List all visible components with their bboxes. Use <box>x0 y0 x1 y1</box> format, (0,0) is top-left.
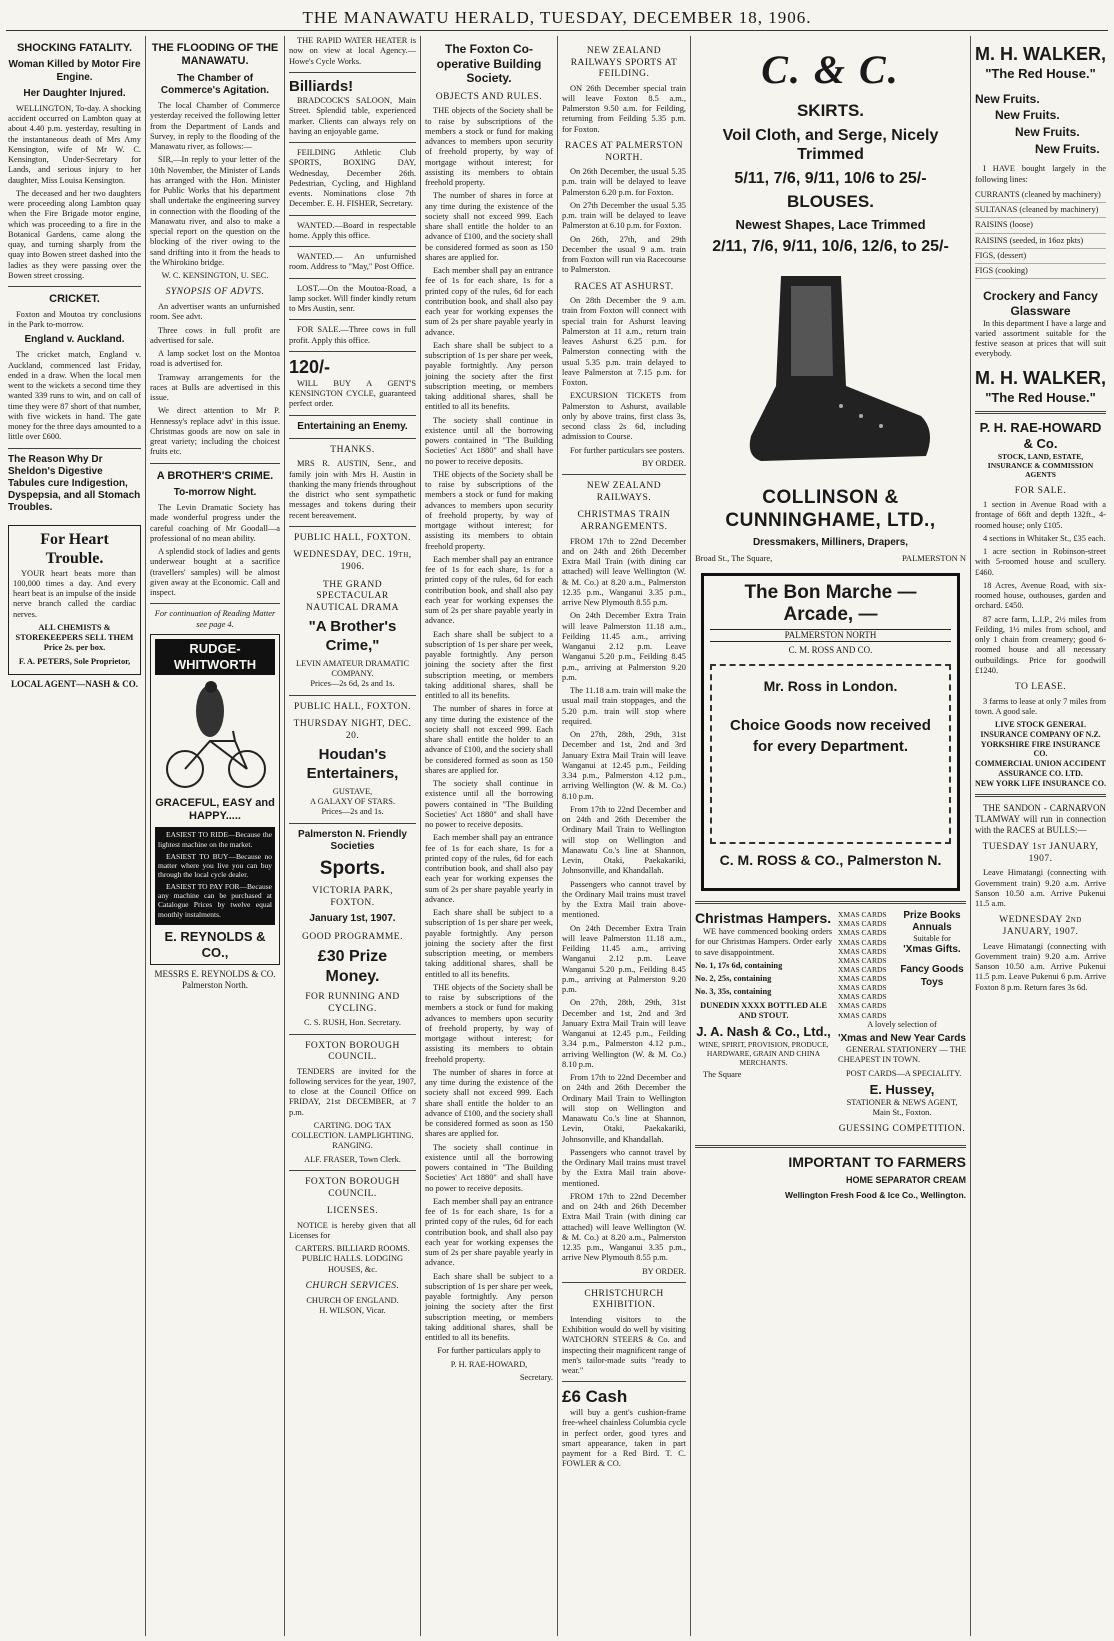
walker-item: SULTANAS (cleaned by machinery) <box>975 203 1106 218</box>
paragraph: Each share shall be subject to a subscription of 1s per share per week, payable fortnightly. Any person joining the society after the first subscription meeting, or members taking additional shares, shall be entitled to all its benefits. <box>425 340 553 412</box>
cc-newest: Newest Shapes, Lace Trimmed <box>735 216 926 232</box>
paragraph: The number of shares in force at any time during the existence of the society shall not exceed 999. Each share shall entitle the holder to an advance of £100, and the society shall be considered formed as soon as 150 shares are applied for. <box>425 191 553 262</box>
paragraph: From 17th to 22nd December and on 24th and 26th December the Ordinary Mail Train to Wellington will stop on Wellington and Manawatu Co.'s line at Shannon, Levin, Otaki, Paekakariki, Johnsonville, and Khandallah. <box>562 804 686 876</box>
rae-howard-sub: STOCK, LAND, ESTATE, INSURANCE & COMMISSION AGENTS <box>987 452 1094 480</box>
divider <box>8 448 141 449</box>
walker-item: RAISINS (loose) <box>975 218 1106 233</box>
sale-item: 87 acre farm, L.I.P., 2½ miles from Feilding, 1½ miles from school, and only 1 chain from creamery; good 6-roomed house and all necessary outbuildings. Price for goodwill £1240. <box>975 614 1106 675</box>
column-2 <box>146 36 284 1636</box>
collinson-title: COLLINSON & CUNNINGHAME, LTD., <box>725 487 936 532</box>
continuation-note: For continuation of Reading Matter see page 4. <box>154 609 276 629</box>
thanks-text: MRS R. AUSTIN, Senr., and family join with Mrs H. Austin in thanking the many friends throughout the district who sent sympathetic messages and tokens during their recent bereavement. <box>289 459 416 520</box>
headline-brothers-crime: A BROTHER'S CRIME. <box>156 469 274 482</box>
paragraph: For further particulars see posters. <box>570 445 685 455</box>
cards-ad <box>838 910 966 1139</box>
exhibition-title: CHRISTCHURCH EXHIBITION. <box>584 1288 664 1311</box>
paragraph: Tramway arrangements for the races at Bulls are advertised in this issue. <box>150 372 280 403</box>
paragraph: EXCURSION TICKETS from Palmerston to Ashurst, available only by above trains, first class 3s, second class 2s 6d, including admission to Course. <box>562 391 686 442</box>
sports-venue: VICTORIA PARK, FOXTON. <box>312 886 393 908</box>
reynolds-footer: MESSRS E. REYNOLDS & CO. <box>154 969 276 980</box>
new-fruits: New Fruits. <box>975 91 1040 106</box>
paragraph: THE objects of the Society shall be to raise by subscriptions of the members a stock or fund for making advances to members upon security of freehold property, by way of mortgage without interest; for assisting its members to obtain freehold property. <box>425 106 553 188</box>
cc-blouses: BLOUSES. <box>787 192 874 212</box>
ad-wanted-board: WANTED.—Board in respectable home. Apply this office. <box>289 220 416 240</box>
card-line: XMAS CARDS <box>838 910 887 920</box>
cc-prices-2: 2/11, 7/6, 9/11, 10/6, 12/6, to 25/- <box>712 237 949 255</box>
crockery-text: In this department I have a large and varied assortment suitable for the festive season at prices that will suit everybody. <box>975 318 1106 359</box>
cash-ad-text: will buy a gent's cushion-frame free-wheel chainless Columbia cycle in perfect order, good tyres and smart appearance, taken in part payment for a Red Bird. T. C. FOWLER & CO. <box>562 1408 686 1469</box>
postcards: POST CARDS—A SPECIALITY. <box>846 1068 962 1078</box>
paragraph: Intending visitors to the Exhibition would do well by visiting WATCHORN STEERS & Co. and inspecting their magnificent range of men's tailor-made suits "ready to wear." <box>562 1314 686 1376</box>
walker-item: FIGS (cooking) <box>975 264 1106 279</box>
collinson-trade: Dressmakers, Milliners, Drapers, <box>752 536 909 548</box>
gifts-list <box>898 910 966 1020</box>
houdan-stars: A GALAXY OF STARS. <box>309 797 396 807</box>
paragraph: A splendid stock of ladies and gents underwear bought at a sacrifice (travellers' samples) will be almost given away at the Economic. Call and inspect. <box>150 547 280 598</box>
crockery-title: Crockery and Fancy Glassware <box>983 289 1098 318</box>
cards-row <box>838 910 966 1020</box>
divider <box>975 411 1106 414</box>
paragraph: Passengers who cannot travel by the Ordinary Mail trains must travel by the Extra Mail train above-mentioned. <box>562 879 686 920</box>
divider <box>289 278 416 279</box>
council-clerk: ALF. FRASER, Town Clerk. <box>304 1154 401 1164</box>
wellington-fresh-food: Wellington Fresh Food & Ice Co., Wellington. <box>784 1189 966 1200</box>
paragraph: Each share shall be subject to a subscription of 1s per share per week, payable fortnightly. Any person joining the society after the first subscription meeting, or members taking additional shares, shall be entitled to all its benefits. <box>425 1271 553 1343</box>
paragraph: The number of shares in force at any time during the existence of the society shall not exceed 999. Each share shall entitle the holder to an advance of £100, and the society shall be considered formed as soon as 150 shares are applied for. <box>425 1067 553 1139</box>
hamper-1: No. 1, 17s 6d, containing <box>695 960 783 970</box>
subhead-tomorrow: To-morrow Night. <box>173 486 257 498</box>
walker-item: RAISINS (seeded, in 16oz pkts) <box>975 234 1106 249</box>
sports-title: Sports. <box>319 858 386 880</box>
new-fruits: New Fruits. <box>1015 125 1080 140</box>
headline-sheldon: The Reason Why Dr Sheldon's Digestive Tabules cure Indigestion, Dyspepsia, and all Stomach Troubles. <box>8 453 141 514</box>
heart-ad-title: For Heart Trouble. <box>40 530 109 568</box>
divider <box>150 463 280 464</box>
new-year-cards: 'Xmas and New Year Cards <box>838 1033 966 1045</box>
prize-books: Prize Books <box>903 910 961 922</box>
headline-synopsis: SYNOPSIS OF ADVTS. <box>165 287 265 298</box>
column-7 <box>971 36 1110 1636</box>
paragraph: On 27th December the usual 5.35 p.m. train will be delayed to leave Palmerston at 6.10 p.m. for Foxton. <box>562 200 686 231</box>
paragraph: The society shall continue in existence until all the borrowing powers contained in "The Building Societies' Act 1880" and shall have no power to receive deposits. <box>425 1142 553 1193</box>
divider <box>289 415 416 416</box>
divider <box>562 1381 686 1382</box>
houdan-gustave: GUSTAVE, <box>332 786 373 796</box>
ad-lost: LOST.—On the Moutoa-Road, a lamp socket. Will finder kindly return to Mrs Austin, senr. <box>289 283 416 314</box>
subhead-objects: OBJECTS AND RULES. <box>435 91 543 102</box>
paragraph: From 17th to 22nd December and on 24th and 26th December the Ordinary Mail Train to Wellington will stop on Wellington and Manawatu Co.'s line at Shannon, Levin, Otaki, Paekakariki, Johnsonville, and Khandallah. <box>562 1073 686 1144</box>
bon-marche-ad <box>701 573 960 891</box>
bon-marche-choice: Choice Goods now received for every Department. <box>730 716 931 755</box>
sale-item: 4 sections in Whitaker St., £35 each. <box>983 533 1106 543</box>
sports-programme: GOOD PROGRAMME. <box>302 931 403 942</box>
paragraph: Each share shall be subject to a subscription of 1s per share per week, payable fortnightly. Any person joining the society after the first subscription meeting, or members taking additional shares, shall be entitled to all its benefits. <box>425 908 553 979</box>
rudge-features <box>155 827 275 924</box>
bon-marche-town: PALMERSTON NORTH <box>710 629 951 642</box>
local-agent: LOCAL AGENT—NASH & CO. <box>10 678 139 689</box>
insurance: LIVE STOCK GENERAL INSURANCE COMPANY OF N.Z. <box>980 720 1101 739</box>
walker-item: CURRANTS (cleaned by machinery) <box>975 188 1106 203</box>
cc-voil: Voil Cloth, and Serge, Nicely Trimmed <box>722 126 939 164</box>
society-further: For further particulars apply to <box>437 1346 541 1356</box>
card-line: XMAS CARDS <box>838 983 887 993</box>
column-3 <box>285 36 420 1636</box>
nash-trade: WINE, SPIRIT, PROVISION, PRODUCE, HARDWARE, GRAIN AND CHINA MERCHANTS. <box>698 1040 829 1068</box>
hampers-title: Christmas Hampers. <box>695 910 832 927</box>
divider <box>695 1145 966 1148</box>
bon-marche-title: The Bon Marche — Arcade, — <box>744 582 917 625</box>
paragraph: An advertiser wants an unfurnished room. See advt. <box>150 302 280 322</box>
paragraph: The cricket match, England v. Auckland, commenced last Friday, ended in a draw. When the local men went to the wickets a second time they wanted 339 runs to win, and on call of time they were 87 short of that number, with five wickets in hand. The gate money for the three days amounted to a little over £600. <box>8 350 141 442</box>
divider <box>289 1034 416 1035</box>
sandon-tramway: THE SANDON - CARNARVON TLAMWAY will run in connection with the RACES at BULLS:— <box>975 803 1106 836</box>
column-1 <box>4 36 145 1636</box>
wednesday-title: WEDNESDAY 2nd JANUARY, 1907. <box>999 915 1082 938</box>
church-vicar: H. WILSON, Vicar. <box>319 1305 386 1315</box>
divider <box>150 603 280 604</box>
divider <box>562 474 686 475</box>
sale-item: 1 acre section in Robinson-street with 5-roomed house and scullery. £460. <box>975 547 1106 577</box>
subhead-daughter: Her Daughter Injured. <box>23 87 126 99</box>
drama-title: THE GRAND SPECTACULAR NAUTICAL DRAMA <box>306 579 399 613</box>
xmas-gifts: 'Xmas Gifts. <box>903 944 961 956</box>
paragraph: On 26th, 27th, and 29th December the usual 9 a.m. train from Foxton will run via Racecourse to Palmerston. <box>562 234 686 275</box>
hall-date: WEDNESDAY, DEC. 19th, 1906. <box>293 550 412 572</box>
sports-running: FOR RUNNING AND CYCLING. <box>305 992 400 1014</box>
card-line: XMAS CARDS <box>838 1010 887 1020</box>
council-title: FOXTON BOROUGH COUNCIL. <box>305 1040 400 1063</box>
ashurst-title: RACES AT ASHURST. <box>574 281 674 292</box>
council-title-2: FOXTON BOROUGH COUNCIL. <box>305 1176 400 1199</box>
cc-prices-1: 5/11, 7/6, 9/11, 10/6 to 25/- <box>734 169 927 187</box>
society-secretary: Secretary. <box>519 1372 553 1382</box>
heart-ad-proprietor: F. A. PETERS, Sole Proprietor, <box>18 656 131 666</box>
ad-billiards-title: Billiards! <box>289 77 354 95</box>
dunedin-ale: DUNEDIN XXXX BOTTLED ALE AND STOUT. <box>700 1000 827 1020</box>
card-line: XMAS CARDS <box>838 955 887 965</box>
paragraph: On 24th December Extra Train will leave Palmerston 11.18 a.m., Feilding 11.45 a.m., arriving Wanganui 2.12 p.m. Leave Wanganui 5.20 p.m., Feilding 8.45 p.m., arriving at Palmerston 9.20 p.m. <box>562 923 686 995</box>
collinson-street: Broad St., The Square, <box>695 552 773 563</box>
feature-text: EASIEST TO BUY—Because no matter where you live you can buy through the local cycle dealer. <box>158 851 272 879</box>
paragraph: Each member shall pay an entrance fee of 1s for each share, 1s for a printed copy of the rules, 6d for each contribution book, and shall also pay each year for working expenses the sum of 2s per share payable yearly in advance. <box>425 1196 553 1268</box>
ad-billiards-text: BRADCOCK'S SALOON, Main Street. Splendid table, experienced marker. Clients can always rely on having an enjoyable game. <box>289 96 416 136</box>
by-order: BY ORDER. <box>642 1266 686 1276</box>
paragraph: SIR,—In reply to your letter of the 10th November, the Minister of Lands has arranged with the Hon. Minister for Public Works that his department shall undertake the engineering survey in connection with the flooding of the Manawatu river, and also to make a special report on the question on the blocking of the river owing to the sand drifting into it from the heads to the Whirokino bridge. <box>150 155 280 267</box>
sports-date: January 1st, 1907. <box>309 913 396 925</box>
new-fruits: New Fruits. <box>1035 141 1100 156</box>
nash-address: The Square <box>703 1070 742 1080</box>
divider <box>289 438 416 439</box>
red-house: "The Red House." <box>985 65 1096 81</box>
paragraph: The society shall continue in existence until all the borrowing powers contained in "The Building Societies' Act 1880" and shall have no power to receive deposits. <box>425 779 553 830</box>
church-title: CHURCH SERVICES. <box>305 1280 400 1291</box>
card-line: XMAS CARDS <box>838 919 887 929</box>
hamper-3: No. 3, 35s, containing <box>695 987 772 997</box>
paragraph: Each member shall pay an entrance fee of 1s for each share, 1s for a printed copy of the rules, 6d for each contribution book, and shall also pay each year for working expenses the sum of 2s per share payable yearly in advance. <box>425 833 553 904</box>
divider <box>289 72 416 73</box>
ad-for-sale: FOR SALE.—Three cows in full profit. Apply this office. <box>289 325 416 345</box>
bon-marche-panel <box>710 664 951 844</box>
card-line: XMAS CARDS <box>838 964 887 974</box>
sports-prize: £30 Prize Money. <box>317 948 388 985</box>
lease-text: 3 farms to lease at only 7 miles from town. A good sale. <box>975 696 1106 716</box>
insurance: NEW YORK LIFE INSURANCE CO. <box>975 778 1106 788</box>
column-6 <box>691 36 970 1636</box>
licenses-notice: NOTICE is hereby given that all Licenses for <box>289 1220 416 1240</box>
sale-item: 1 section in Avenue Road with a frontage of 66ft and depth 132ft., 4-roomed house; only £105. <box>975 500 1106 530</box>
divider <box>289 319 416 320</box>
card-line: XMAS CARDS <box>838 946 887 956</box>
rudge-brand: RUDGE-WHITWORTH <box>155 639 275 675</box>
ad-enemy-title: Entertaining an Enemy. <box>297 420 408 432</box>
hamper-2: No. 2, 25s, containing <box>695 974 772 984</box>
houdan-prices: Prices—2s and 1s. <box>321 807 384 817</box>
headline-flooding: THE FLOODING OF THE MANAWATU. <box>151 42 279 68</box>
paragraph: Each member shall pay an entrance fee of 1s for each share, 1s for a printed copy of the rules, 6d for each contribution book, and shall also pay each year for working expenses the sum of 2s per share payable yearly in advance. <box>425 554 553 626</box>
tuesday-title: TUESDAY 1st JANUARY, 1907. <box>982 842 1099 864</box>
paragraph: THE objects of the Society shall be to raise by subscriptions of the members a stock or fund for making advances to members upon security of freehold property, by way of mortgage without interest; for assisting its members to obtain freehold property. <box>425 982 553 1064</box>
paragraph: The local Chamber of Commerce yesterday received the following letter from the Department of Lands and Survey, in reply to the flooding of the Manawatu river, as follows:— <box>150 101 280 152</box>
paragraph: The number of shares in force at any time during the existence of the society shall not exceed 999. Each share shall entitle the holder to an advance of £100, and the society shall be considered formed as soon as 150 shares are applied for. <box>425 704 553 775</box>
hampers-ad <box>695 910 832 1139</box>
card-line: XMAS CARDS <box>838 974 887 984</box>
masthead: THE MANAWATU HERALD, TUESDAY, DECEMBER 18, 1906. <box>302 8 812 27</box>
rudge-tagline: GRACEFUL, EASY and HAPPY..... <box>155 796 275 822</box>
paragraph: On 24th December Extra Train will leave Palmerston 11.18 a.m., Feilding 11.45 a.m., arriving Wanganui 2.12 p.m. Leave Wanganui 5.20 p.m., Feilding 8.45 p.m., arriving at Palmerston 9.20 p.m. <box>562 611 686 682</box>
card-line: XMAS CARDS <box>838 937 887 947</box>
boot-icon <box>721 266 941 476</box>
paragraph: A lamp socket lost on the Montoa road is advertised for. <box>150 349 280 369</box>
drama-prices: Prices—2s 6d, 2s and 1s. <box>310 679 395 689</box>
divider <box>289 351 416 352</box>
bon-marche-london: Mr. Ross in London. <box>763 677 898 694</box>
paragraph: Each share shall be subject to a subscription of 1s per share per week, payable fortnightly. Any person joining the society after the first subscription meeting, or members taking additional shares, shall be entitled to all its benefits. <box>425 629 553 701</box>
collinson-town: PALMERSTON N <box>901 552 966 563</box>
paragraph: FROM 17th to 22nd December and on 24th and 26th December Extra Mail Train (with dining car attached) will leave Wellington (W. & M. Co.) at 8.20 a.m., Palmerston 12.35 p.m., Wanganui 3.35 p.m., arrive New Plymouth 8.55 p.m. <box>562 536 686 608</box>
divider <box>289 526 416 527</box>
lovely-selection: A lovely selection of <box>867 1019 937 1029</box>
collinson-address <box>695 553 966 563</box>
cc-skirts: SKIRTS. <box>796 100 865 120</box>
paragraph: On 26th December, the usual 5.35 p.m. train will be delayed to leave Palmerston 6.20 p.m. for Foxton. <box>562 167 686 197</box>
sports-society: Palmerston N. Friendly Societies <box>298 828 407 852</box>
races-title: RACES AT PALMERSTON NORTH. <box>564 140 684 163</box>
divider <box>8 286 141 287</box>
hall-date: THURSDAY NIGHT, DEC. 20. <box>293 719 412 741</box>
wednesday-text: Leave Himatangi (connecting with Government train) 9.20 a.m. Arrive Sanson 10.50 a.m. Arrive Pukenui 11.5 p.m. Leave Pukenui 6 p.m. Arrive Foxton 8 p.m. Return fares 3s 6d. <box>975 941 1106 992</box>
heart-ad-text: YOUR heart beats more than 100,000 times a day. And every heart beat is an impulse of the inside nerve branch called the cardiac nerves. <box>13 568 136 619</box>
bicycle-rider-icon <box>155 681 275 791</box>
divider <box>289 823 416 824</box>
council-tenders: TENDERS are invited for the following services for the year, 1907, to close at the Council Office on FRIDAY, 21st DECEMBER, at 7 p.m. <box>289 1066 416 1117</box>
toys: Toys <box>920 976 944 988</box>
council-services: CARTING. DOG TAX COLLECTION. LAMPLIGHTING. RANGING. <box>291 1120 414 1151</box>
subhead-chamber: The Chamber of Commerce's Agitation. <box>160 72 270 96</box>
rae-howard-title: P. H. RAE-HOWARD & Co. <box>979 420 1102 452</box>
separator-title: HOME SEPARATOR CREAM <box>845 1174 966 1185</box>
thanks-title: THANKS. <box>330 444 375 455</box>
paragraph: On 27th, 28th, 29th, 31st December and 1st, 2nd and 3rd January Extra Mail Train will leave Wanganui at 12.45 p.m., Feilding 3.34 p.m., Palmerston 4.12 p.m., arriving Wellington (W. & M. Co.) 8.10 p.m. <box>562 730 686 801</box>
signature: W. C. KENSINGTON, U. SEC. <box>161 271 269 281</box>
divider <box>289 246 416 247</box>
railways-title: NEW ZEALAND RAILWAYS SPORTS AT FEILDING. <box>570 46 678 80</box>
by-order: BY ORDER. <box>642 458 686 468</box>
masthead-rule <box>6 30 1108 31</box>
xmas-train-title: CHRISTMAS TRAIN ARRANGEMENTS. <box>577 510 671 532</box>
divider <box>289 215 416 216</box>
paragraph: On 28th December the 9 a.m. train from Foxton will connect with special train for Ashurst leaving Palmerston at 11 a.m., return train leaves Ashurst 6.25 p.m. for Palmerston connecting with the usual 5.35 p.m. train delayed to leave Palmerston at 7.15 p.m. for Foxton. <box>562 296 686 388</box>
new-fruits: New Fruits. <box>995 108 1060 123</box>
reynolds-place: Palmerston North. <box>182 980 248 991</box>
paragraph: Each member shall pay an entrance fee of 1s for each share, 1s for a printed copy of the rules, 6d for each contribution book, and shall also pay each year for working expenses the sum of 2s per share payable yearly in advance. <box>425 266 553 337</box>
paragraph: ON 26th December special train will leave Foxton 8.5 a.m., Palmerston 9.50 a.m. for Feilding, returning from Feilding 5.35 p.m. for Foxton. <box>562 83 686 134</box>
ad-heater: THE RAPID WATER HEATER is now on view at local Agency.—Howe's Cycle Works. <box>289 36 416 66</box>
rudge-whitworth-ad <box>150 634 280 966</box>
paragraph: Foxton and Moutoa try conclusions in the Park to-morrow. <box>8 309 141 329</box>
headline-fatality: SHOCKING FATALITY. <box>16 42 133 54</box>
paragraph: The 11.18 a.m. train will make the usual mail train stoppages, and the 5.20 p.m. train will stop where required. <box>562 686 686 726</box>
reynolds-name: E. REYNOLDS & CO., <box>164 928 266 960</box>
drama-name: "A Brother's Crime," <box>308 618 397 654</box>
headline-building-society: The Foxton Co-operative Building Society. <box>436 42 542 86</box>
ad-cycle-price: 120/- <box>289 356 331 377</box>
paragraph: We direct attention to Mr P. Hennessy's replace advt' in this issue. Christmas goods are now on sale in great variety; including the choicest fruits etc. <box>150 406 280 457</box>
guessing-title: GUESSING COMPETITION. <box>838 1124 966 1135</box>
walker-bought: I HAVE bought largely in the following lines: <box>975 164 1106 184</box>
hampers-cards-row <box>695 910 966 1139</box>
bon-marche-company: C. M. ROSS AND CO. <box>788 644 873 655</box>
sale-item: 18 Acres, Avenue Road, with six-roomed house, outhouses, garden and orchard. £450. <box>975 580 1106 611</box>
cards-list <box>838 910 898 1020</box>
column-4 <box>421 36 557 1636</box>
card-line: XMAS CARDS <box>838 928 887 938</box>
church-england: CHURCH OF ENGLAND. <box>306 1295 399 1305</box>
houdan-title: Houdan's Entertainers, <box>306 746 399 782</box>
paragraph: Three cows in full profit are advertised for sale. <box>150 325 280 345</box>
heart-trouble-ad <box>8 525 141 675</box>
lease-title: TO LEASE. <box>1014 682 1067 693</box>
for-sale-title: FOR SALE. <box>1014 485 1067 496</box>
paragraph: FROM 17th to 22nd December and on 24th and 26th December Extra Mail Train (with dining car attached) will leave Wellington (W. & M. Co.) at 8.20 a.m., Palmerston 12.35 p.m., Wanganui 3.35 p.m., arrive New Plymouth 8.55 p.m. <box>562 1191 686 1263</box>
cash-ad-title: £6 Cash <box>562 1387 628 1407</box>
feature-text: EASIEST TO PAY FOR—Because any machine can be purchased at Catalogue Prices by twelve equal monthly instalments. <box>158 882 272 919</box>
card-line: XMAS CARDS <box>838 992 887 1002</box>
heart-ad-footer: ALL CHEMISTS & STOREKEEPERS SELL THEM Price 2s. per box. <box>15 622 134 653</box>
hampers-text: WE have commenced booking orders for our Christmas Hampers. Order early to save disappointment. <box>695 927 832 957</box>
divider <box>289 142 416 143</box>
paragraph: The society shall continue in existence until all the borrowing powers contained in "The Building Societies' Act 1880" and shall have no power to receive deposits. <box>425 415 553 466</box>
hussey-title: E. Hussey, <box>869 1081 935 1097</box>
paragraph: The deceased and her two daughters were proceeding along Lambton quay when the Fire Brigade motor engine, which was proceeding to a fire in the Botanical Gardens, came along the quay, and turning sharply from the quay into Bowen street dashed into the ladies as they were passing over the Bowen street crossing. <box>8 188 141 280</box>
railways-title-2: NEW ZEALAND RAILWAYS. <box>586 481 662 503</box>
divider <box>562 1282 686 1283</box>
licenses-title: LICENSES. <box>326 1206 379 1217</box>
drama-company: LEVIN AMATEUR DRAMATIC COMPANY. <box>295 658 410 679</box>
farmers-title: IMPORTANT TO FARMERS <box>788 1153 966 1170</box>
hall-title: PUBLIC HALL, FOXTON. <box>294 701 411 712</box>
headline-cricket: CRICKET. <box>49 293 100 306</box>
subhead-england: England v. Auckland. <box>24 334 125 346</box>
paragraph: THE objects of the Society shall be to raise by subscriptions of the members a stock or fund for making advances to members upon security of freehold property, by way of mortgage without interest; for assisting its members to obtain freehold property. <box>425 469 553 551</box>
card-line: XMAS CARDS <box>838 1001 887 1011</box>
red-house-2: "The Red House." <box>985 389 1096 405</box>
suitable: Suitable for <box>913 934 951 944</box>
paragraph: The Levin Dramatic Society has made wonderful progress under the careful coaching of Mr Goodall—a professional of no mean ability. <box>150 503 280 543</box>
ad-feilding: FEILDING Athletic Club SPORTS, BOXING DAY, Wednesday, December 26th. Pedestrian, Cycling, and Highland events. Nominations close 7th December. E. H. FISHER, Secretary. <box>289 148 416 209</box>
tuesday-text: Leave Himatangi (connecting with Government train) 9.20 a.m. Arrive Sanson 10.50 a.m. Arrive Pukenui 11.5 a.m. <box>975 868 1106 909</box>
ad-cycle-text: WILL BUY A GENT'S KENSINGTON CYCLE, guaranteed perfect order. <box>289 378 416 409</box>
licenses-list: CARTERS. BILLIARD ROOMS. PUBLIC HALLS. LODGING HOUSES, &c. <box>295 1244 410 1274</box>
divider <box>695 901 966 904</box>
ad-wanted-room: WANTED.— An unfurnished room. Address to "May," Post Office. <box>289 252 416 272</box>
divider <box>289 695 416 696</box>
hall-title: PUBLIC HALL, FOXTON. <box>294 532 411 543</box>
fancy-goods: Fancy Goods <box>900 964 964 976</box>
society-name: P. H. RAE-HOWARD, <box>450 1359 528 1369</box>
cc-logo: C. & C. <box>761 47 900 92</box>
insurance: COMMERCIAL UNION ACCIDENT ASSURANCE CO. LTD. <box>975 759 1106 778</box>
annuals: Annuals <box>912 922 952 934</box>
paragraph: On 27th, 28th, 29th, 31st December and 1st, 2nd and 3rd January Extra Mail Train will leave Wanganui at 12.45 p.m., Feilding 3.34 p.m., Palmerston 4.12 p.m., arriving Wellington (W. & M. Co.) 8.10 p.m. <box>562 998 686 1069</box>
feature-text: EASIEST TO RIDE—Because the lightest machine on the market. <box>158 830 272 849</box>
sports-secretary: C. S. RUSH, Hon. Secretary. <box>304 1018 401 1028</box>
subhead-woman-killed: Woman Killed by Motor Fire Engine. <box>8 59 141 83</box>
hussey-text: STATIONER & NEWS AGENT, Main St., Foxton. <box>846 1097 958 1118</box>
insurance: YORKSHIRE FIRE INSURANCE CO. <box>980 739 1101 759</box>
nash-title: J. A. Nash & Co., Ltd., <box>696 1024 831 1040</box>
bon-marche-footer: C. M. ROSS & CO., Palmerston N. <box>719 851 942 868</box>
paragraph: WELLINGTON, To-day. A shocking accident occurred on Lambton quay at about 4.40 p.m. yesterday, resulting in the instantaneous death of Mrs Amy Kensington, wife of Mr W. C. Kensington, Under-Secretary for Lands, and serious injury to her daughter, Miss Louisa Kensington. <box>8 103 141 185</box>
paragraph: Passengers who cannot travel by the Ordinary Mail trains must travel by the Extra Mail train above-mentioned. <box>562 1147 686 1188</box>
divider <box>289 1170 416 1171</box>
walker-title-2: M. H. WALKER, <box>975 367 1106 388</box>
walker-title: M. H. WALKER, <box>975 44 1106 64</box>
column-5 <box>558 36 690 1636</box>
stationery: GENERAL STATIONERY — THE CHEAPEST IN TOWN. <box>838 1045 966 1065</box>
divider <box>975 794 1106 797</box>
walker-item: FIGS, (dessert) <box>975 249 1106 264</box>
